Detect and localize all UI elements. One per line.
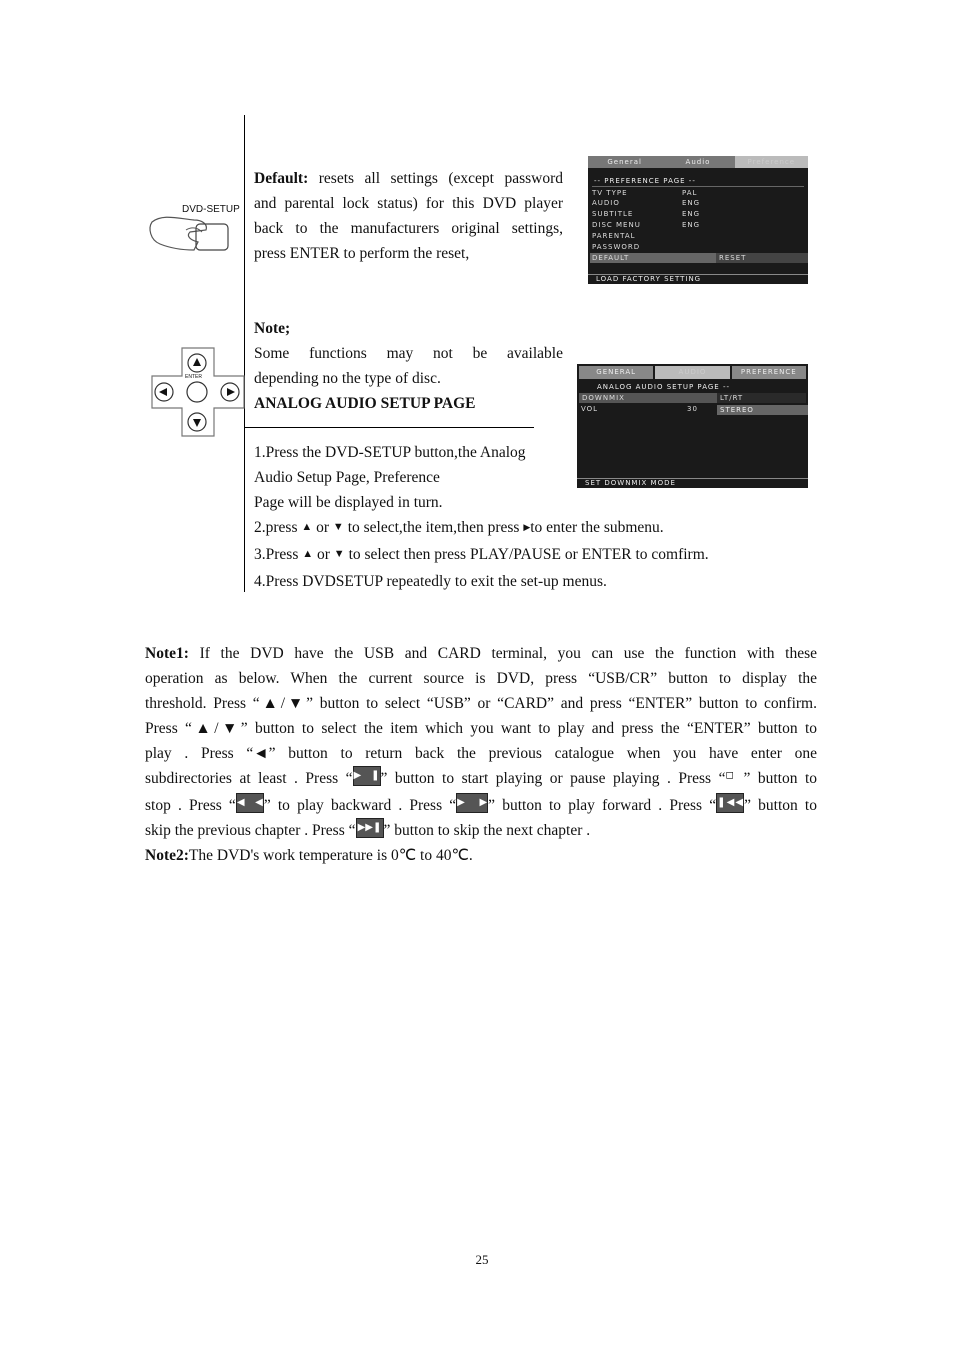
previous-chapter-icon: ❚◀◀ <box>716 793 744 813</box>
setup-steps: 1.Press the DVD-SETUP button,the Analog Audio Setup Page, Preference Page will be displayed in turn. 2.press ▲ or ▼ to select,the item,then press ▶to enter the submenu. 3.Press ▲ or ▼ to select then press PLAY/PAUSE or ENTER to comfirm. 4.Press DVDSETUP repeatedly to exit the set-up menus. <box>254 440 794 594</box>
down-arrow-icon: ▼ <box>332 521 344 533</box>
osd-row: VOL 30 <box>581 405 698 413</box>
up-arrow-icon: ▲ <box>302 548 314 560</box>
enter-button <box>187 382 207 402</box>
dpad-illustration <box>150 346 246 438</box>
note2-label: Note2: <box>145 847 189 864</box>
note-section: Note; Some functions may not be available depending no the type of disc. ANALOG AUDIO SETUP PAGE <box>254 320 563 412</box>
hand-pressing-button-illustration <box>146 200 246 260</box>
step-3: 3.Press ▲ or ▼ to select then press PLAY/PAUSE or ENTER to comfirm. <box>254 546 709 563</box>
osd-row: SUBTITLE ENG <box>592 210 701 218</box>
osd-tabs <box>577 364 808 379</box>
note1-paragraph: Note1: If the DVD have the USB and CARD terminal, you can use the function with these operation as below. When the current source is DVD, press “USB/CR” button to display the threshold. Press “▲/▼” button to select “USB” or “CARD” and press “ENTER” button to confirm. Press “▲/▼” button to select the item which you want to play and press the “ENTER” button to play . Press “◄” button to return back the previous catalogue when you have enter one subdirectories at least . Press “▶❚” button to start playing or pause playing . Press “◻ ” button to stop . Press “◀◀” to play backward . Press “▶▶” button to play forward . Press “❚◀◀” button to skip the previous chapter . Press “ ▶▶❚ ” button to skip the next chapter . Note2:The DVD's work temperature is 0℃ to 40℃. <box>145 645 818 864</box>
enter-label: ENTER <box>185 374 202 380</box>
right-arrow-icon: ▶ <box>523 522 531 532</box>
down-arrow-icon: ▼ <box>333 548 345 560</box>
osd-footer: LOAD FACTORY SETTING <box>588 274 808 284</box>
osd-row: AUDIO ENG <box>592 199 701 207</box>
osd-tab-audio: Audio <box>661 156 734 168</box>
osd-tab-preference: PREFERENCE <box>732 366 806 379</box>
page-number: 25 <box>475 1252 489 1267</box>
osd-row: DISC MENU ENG <box>592 221 701 229</box>
osd-row: TV TYPE PAL <box>592 189 698 197</box>
osd-tab-general: GENERAL <box>579 366 653 379</box>
osd-header: -- PREFERENCE PAGE -- <box>594 177 696 185</box>
note-title: Note; <box>254 320 291 337</box>
dvd-setup-label: DVD-SETUP <box>182 204 240 215</box>
section-heading: ANALOG AUDIO SETUP PAGE <box>254 395 476 412</box>
osd-tab-audio: AUDIO <box>655 366 729 379</box>
next-chapter-icon: ▶▶❚ <box>356 818 384 838</box>
osd-row: PARENTAL <box>592 232 636 240</box>
osd-tab-preference: Preference <box>735 156 808 168</box>
osd-header: ANALOG AUDIO SETUP PAGE -- <box>597 383 730 391</box>
default-label: Default: <box>254 170 309 187</box>
osd-tabs <box>588 156 808 168</box>
osd-row-selected: DOWNMIX LT/RT <box>579 393 806 403</box>
note1-label: Note1: <box>145 645 189 662</box>
osd-row: PASSWORD <box>592 243 641 251</box>
fast-forward-icon: ▶▶ <box>456 793 488 813</box>
up-arrow-icon: ▲ <box>301 521 313 533</box>
play-pause-icon: ▶❚ <box>353 766 381 786</box>
osd-row-selected: DEFAULT RESET <box>590 253 806 263</box>
rewind-icon: ◀◀ <box>236 793 264 813</box>
step-2: 2.press ▲ or ▼ to select,the item,then press ▶to enter the submenu. <box>254 519 664 536</box>
osd-tab-general: General <box>588 156 661 168</box>
osd-footer: SET DOWNMIX MODE <box>577 478 808 488</box>
osd-option-stereo: STEREO <box>717 405 808 415</box>
horizontal-rule <box>245 427 534 428</box>
preference-page-screenshot <box>588 156 808 284</box>
default-description: Default: resets all settings (except password and parental lock status) for this DVD player back to the manufacturers original settings, press ENTER to perform the reset, <box>254 170 564 262</box>
stop-icon: ◻ <box>725 767 743 785</box>
